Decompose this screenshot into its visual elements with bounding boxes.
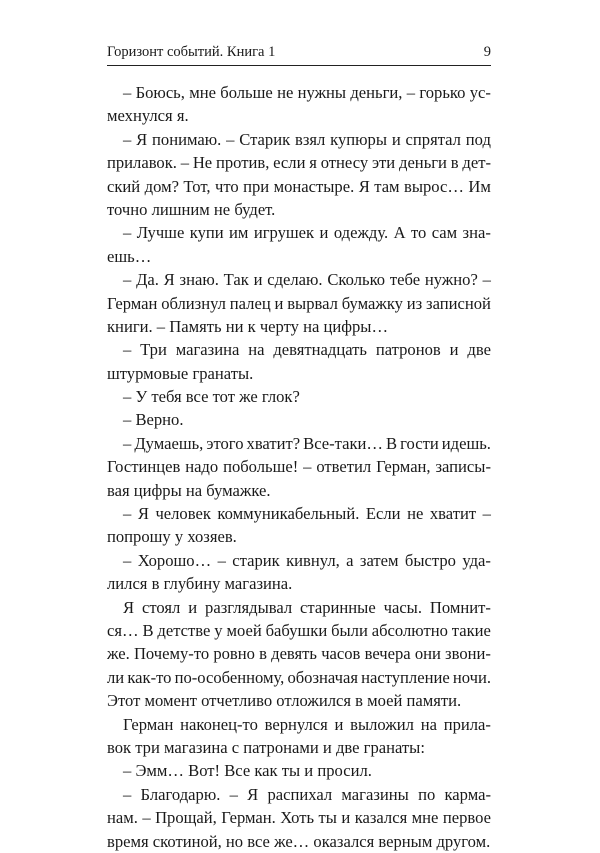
text-line: вая цифры на бумажке.: [107, 480, 271, 500]
text-line: же. Почему-то ровно в девять часов вечера они звони-: [107, 644, 491, 664]
text-line: – Я человек коммуникабельный. Если не хватит –: [123, 504, 491, 524]
text-line: ешь…: [107, 246, 152, 266]
page-number: 9: [483, 44, 491, 60]
text-line: – Хорошо… – старик кивнул, а затем быстро уда-: [123, 550, 491, 570]
text-line: Я стоял и разглядывал старинные часы. Помнит-: [123, 597, 491, 617]
text-line: точно лишним не будет.: [107, 199, 276, 219]
text-line: вок три магазина с патронами и две гранаты:: [107, 737, 425, 757]
text-line: ский дом? Тот, что при монастыре. Я там вырос… Им: [107, 176, 491, 196]
text-line: ся… В детстве у моей бабушки были абсолютно такие: [107, 620, 491, 640]
text-line: Этот момент отчетливо отложился в моей памяти.: [107, 691, 462, 711]
text-line: – Боюсь, мне больше не нужны деньги, – горько ус-: [123, 83, 491, 102]
text-line: штурмовые гранаты.: [107, 363, 254, 383]
text-line: нам. – Прощай, Герман. Хоть ты и казался мне первое: [107, 808, 491, 828]
text-line: – Да. Я знаю. Так и сделаю. Сколько тебе нужно? –: [123, 270, 491, 290]
text-line: Герман наконец-то вернулся и выложил на прила-: [123, 714, 491, 734]
body-text: [107, 81, 491, 853]
text-line: книги. – Память ни к черту на цифры…: [107, 316, 389, 336]
text-line: – Думаешь, этого хватит? Все-таки… В гости идешь.: [123, 433, 491, 453]
text-line: – Благодарю. – Я распихал магазины по карма-: [123, 784, 491, 804]
text-line: Герман облизнул палец и вырвал бумажку из записной: [107, 293, 491, 313]
text-line: – Три магазина на девятнадцать патронов и две: [123, 340, 491, 360]
text-line: лился в глубину магазина.: [107, 574, 293, 594]
text-line: – Верно.: [123, 410, 184, 430]
text-line: – Лучше купи им игрушек и одежду. А то сам зна-: [123, 223, 491, 243]
text-line: – У тебя все тот же глок?: [123, 387, 300, 407]
text-line: время скотиной, но все же… оказался верным другом.: [107, 831, 491, 851]
running-header: [107, 44, 491, 66]
text-line: – Эмм… Вот! Все как ты и просил.: [123, 761, 372, 781]
running-title: Горизонт событий. Книга 1: [107, 44, 276, 60]
text-line: мехнулся я.: [107, 106, 189, 126]
text-line: прилавок. – Не против, если я отнесу эти деньги в дет-: [107, 153, 491, 173]
text-line: ли как-то по-особенному, обозначая наступление ночи.: [107, 667, 491, 687]
text-line: попрошу у хозяев.: [107, 527, 237, 547]
text-line: – Я понимаю. – Старик взял купюры и спрятал под: [123, 129, 491, 149]
text-line: Гостинцев надо побольше! – ответил Герман, записы-: [107, 457, 491, 477]
